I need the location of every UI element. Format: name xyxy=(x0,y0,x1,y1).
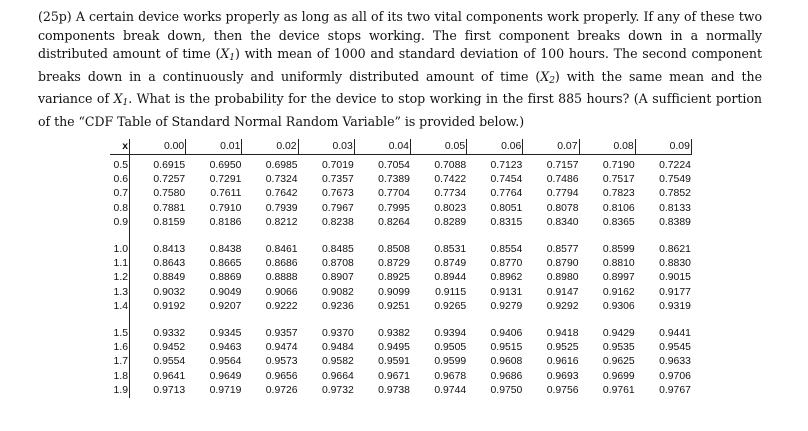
cdf-table-cell: 0.9515 xyxy=(490,341,523,353)
cdf-table-cell: 0.9671 xyxy=(378,370,410,382)
cdf-table-cell: 0.8340 xyxy=(546,217,579,229)
cdf-table-cell: 0.8869 xyxy=(209,272,242,284)
cdf-table-cell: 0.9418 xyxy=(546,327,579,339)
cdf-table-cell: 0.9719 xyxy=(209,385,242,397)
cdf-table-cell: 0.7257 xyxy=(153,174,186,186)
cdf-table-cell: 0.7123 xyxy=(490,159,523,171)
cdf-table-cell: 0.8531 xyxy=(434,243,467,255)
cdf-table-cell: 0.9049 xyxy=(209,286,242,298)
cdf-table-row xyxy=(110,340,692,354)
cdf-table-cell: 0.9693 xyxy=(546,370,579,382)
cdf-table-cell: 0.8925 xyxy=(378,272,410,284)
variable-x1-ref: $X_1$ xyxy=(113,91,129,109)
cdf-column-header: 0.03 xyxy=(299,139,355,154)
cdf-table-cell: 0.9147 xyxy=(546,286,579,298)
cdf-row-label: 1.4 xyxy=(110,300,130,314)
cdf-table-cell: 0.9591 xyxy=(378,356,410,368)
problem-text-part-4: . What is the probability for the device to stop working in the first 885 hours? (A sufficient portion of the “CDF Table of Standard Normal Random Variable” is provided below.) xyxy=(38,91,762,129)
cdf-table-cell: 0.7642 xyxy=(265,188,298,200)
cdf-row-label: 1.5 xyxy=(110,326,130,340)
cdf-table-cell: 0.8686 xyxy=(265,258,298,270)
cdf-table-row xyxy=(110,285,692,299)
cdf-row-label: 0.9 xyxy=(110,216,130,230)
cdf-table-cell: 0.9649 xyxy=(209,370,242,382)
cdf-table-cell: 0.9251 xyxy=(378,301,410,313)
cdf-table-cell: 0.7224 xyxy=(659,159,691,171)
cdf-table-cell: 0.7910 xyxy=(209,202,242,214)
cdf-row-label: 1.1 xyxy=(110,256,130,270)
cdf-table-cell: 0.8133 xyxy=(659,202,691,214)
cdf-table-cell: 0.7486 xyxy=(546,174,579,186)
cdf-column-header: 0.09 xyxy=(636,139,692,154)
cdf-table-header xyxy=(110,139,692,155)
cdf-table-cell: 0.9564 xyxy=(209,356,242,368)
cdf-table-cell: 0.9505 xyxy=(434,341,467,353)
cdf-table-cell: 0.8665 xyxy=(209,258,242,270)
cdf-table-cell: 0.8106 xyxy=(602,202,635,214)
cdf-table-cell: 0.7454 xyxy=(490,174,523,186)
cdf-table-cell: 0.7389 xyxy=(378,174,410,186)
cdf-table-row xyxy=(110,256,692,270)
cdf-table-cell: 0.7673 xyxy=(321,188,354,200)
cdf-column-header: 0.07 xyxy=(523,139,579,154)
cdf-table-row xyxy=(110,355,692,369)
cdf-table-cell: 0.8790 xyxy=(546,258,579,270)
cdf-table-cell: 0.8389 xyxy=(659,217,691,229)
cdf-table-cell: 0.7704 xyxy=(378,188,410,200)
cdf-table-cell: 0.9713 xyxy=(153,385,186,397)
cdf-table-cell: 0.9545 xyxy=(659,341,691,353)
cdf-table-cell: 0.9066 xyxy=(265,286,298,298)
cdf-table-row xyxy=(110,271,692,285)
cdf-table-cell: 0.8485 xyxy=(321,243,354,255)
cdf-table-cell: 0.8051 xyxy=(490,202,523,214)
cdf-table-cell: 0.9236 xyxy=(321,301,354,313)
cdf-table-row xyxy=(110,383,692,397)
cdf-table-cell: 0.7611 xyxy=(210,188,242,200)
cdf-row-label: 1.3 xyxy=(110,285,130,299)
cdf-table-cell: 0.7764 xyxy=(490,188,523,200)
cdf-row-label: 1.6 xyxy=(110,340,130,354)
cdf-column-header: 0.06 xyxy=(467,139,523,154)
cdf-table-cell: 0.9082 xyxy=(321,286,354,298)
cdf-table-row xyxy=(110,369,692,383)
cdf-row-label: 1.9 xyxy=(110,383,130,397)
cdf-row-label: 0.5 xyxy=(110,158,130,172)
cdf-table-cell: 0.8186 xyxy=(209,217,242,229)
cdf-table-cell: 0.9452 xyxy=(153,341,186,353)
cdf-table-cell: 0.9357 xyxy=(265,327,298,339)
problem-statement xyxy=(38,8,762,132)
cdf-table-cell: 0.9726 xyxy=(265,385,298,397)
cdf-table-cell: 0.9406 xyxy=(490,327,523,339)
cdf-column-header: 0.00 xyxy=(130,139,186,154)
cdf-table-cell: 0.9582 xyxy=(321,356,354,368)
cdf-table-cell: 0.8888 xyxy=(265,272,298,284)
cdf-table-cell: 0.9292 xyxy=(546,301,579,313)
cdf-table-cell: 0.7517 xyxy=(602,174,635,186)
cdf-table-cell: 0.9192 xyxy=(153,301,186,313)
cdf-column-header: 0.01 xyxy=(186,139,242,154)
cdf-table-cell: 0.6950 xyxy=(209,159,242,171)
cdf-table-cell: 0.8023 xyxy=(434,202,467,214)
cdf-table-cell: 0.9761 xyxy=(602,385,635,397)
cdf-table-cell: 0.9535 xyxy=(602,341,635,353)
cdf-table-cell: 0.8577 xyxy=(546,243,579,255)
cdf-table xyxy=(110,139,692,398)
cdf-column-header: 0.05 xyxy=(411,139,467,154)
cdf-table-cell: 0.9441 xyxy=(659,327,691,339)
cdf-table-cell: 0.9767 xyxy=(659,385,691,397)
cdf-table-cell: 0.9495 xyxy=(378,341,410,353)
cdf-table-cell: 0.9177 xyxy=(659,286,691,298)
cdf-table-cell: 0.8238 xyxy=(321,217,354,229)
cdf-table-cell: 0.7190 xyxy=(602,159,635,171)
cdf-table-cell: 0.9664 xyxy=(321,370,354,382)
cdf-spacer-cell xyxy=(110,230,130,242)
cdf-table-cell: 0.8461 xyxy=(265,243,298,255)
cdf-table-cell: 0.7995 xyxy=(378,202,410,214)
cdf-table-cell: 0.9699 xyxy=(602,370,635,382)
cdf-table-cell: 0.8264 xyxy=(378,217,410,229)
cdf-table-cell: 0.9750 xyxy=(490,385,523,397)
cdf-table-cell: 0.7967 xyxy=(321,202,354,214)
cdf-table-row xyxy=(110,172,692,186)
cdf-table-cell: 0.9463 xyxy=(209,341,242,353)
cdf-row-label: 0.6 xyxy=(110,172,130,186)
cdf-table-cell: 0.8830 xyxy=(659,258,691,270)
cdf-table-cell: 0.7019 xyxy=(321,159,354,171)
problem-text-part-3: ) with the same mean and the variance of xyxy=(38,68,762,107)
cdf-table-cell: 0.9744 xyxy=(434,385,467,397)
cdf-table-row xyxy=(110,326,692,340)
cdf-table-cell: 0.9279 xyxy=(490,301,523,313)
cdf-table-cell: 0.8212 xyxy=(265,217,298,229)
cdf-table-cell: 0.9641 xyxy=(153,370,186,382)
cdf-table-cell: 0.9115 xyxy=(435,286,467,298)
cdf-table-cell: 0.7794 xyxy=(546,188,579,200)
cdf-table-cell: 0.8621 xyxy=(659,243,691,255)
cdf-table-cell: 0.8315 xyxy=(490,217,523,229)
cdf-row-label: 0.8 xyxy=(110,201,130,215)
cdf-table-cell: 0.9573 xyxy=(265,356,298,368)
cdf-row-label: 1.0 xyxy=(110,242,130,256)
problem-text-part-2: ) with mean of 1000 and standard deviation of 100 hours. The second component breaks down in a continuously and uniformly distributed amount of time ( xyxy=(38,46,763,84)
cdf-table-cell: 0.7939 xyxy=(265,202,298,214)
cdf-table-cell: 0.8907 xyxy=(321,272,354,284)
cdf-table-cell: 0.8770 xyxy=(490,258,523,270)
cdf-table-cell: 0.8962 xyxy=(490,272,523,284)
cdf-table-row xyxy=(110,300,692,314)
cdf-spacer-cell xyxy=(110,314,130,326)
cdf-table-row xyxy=(110,216,692,230)
cdf-table-cell: 0.9382 xyxy=(378,327,410,339)
cdf-table-cell: 0.7324 xyxy=(265,174,298,186)
cdf-table-cell: 0.8708 xyxy=(321,258,354,270)
cdf-table-row xyxy=(110,242,692,256)
cdf-table-row xyxy=(110,158,692,172)
cdf-table-cell: 0.8413 xyxy=(153,243,186,255)
cdf-table-cell: 0.9484 xyxy=(321,341,354,353)
cdf-corner-label: x xyxy=(110,139,130,154)
cdf-table-cell: 0.9429 xyxy=(602,327,635,339)
cdf-table-cell: 0.7549 xyxy=(659,174,691,186)
cdf-table-cell: 0.8980 xyxy=(546,272,579,284)
cdf-table-cell: 0.9525 xyxy=(546,341,579,353)
cdf-table-cell: 0.9306 xyxy=(602,301,635,313)
cdf-table-cell: 0.9332 xyxy=(153,327,186,339)
cdf-table-cell: 0.8365 xyxy=(602,217,635,229)
cdf-table-cell: 0.8997 xyxy=(602,272,635,284)
cdf-table-cell: 0.9265 xyxy=(434,301,467,313)
problem-points: (25p) xyxy=(38,9,72,24)
cdf-table-cell: 0.8749 xyxy=(434,258,467,270)
cdf-row-label: 0.7 xyxy=(110,187,130,201)
cdf-table-cell: 0.8508 xyxy=(378,243,410,255)
cdf-table-cell: 0.8289 xyxy=(434,217,467,229)
problem-text-part-1: A certain device works properly as long as all of its two vital components work properly. If any of these two components break down, then the device stops working. The first component breaks down in a normally distributed amount of time ( xyxy=(38,9,762,62)
cdf-table-cell: 0.9633 xyxy=(659,356,691,368)
cdf-table-cell: 0.7357 xyxy=(321,174,354,186)
cdf-table-cell: 0.7580 xyxy=(153,188,186,200)
cdf-table-cell: 0.8599 xyxy=(602,243,635,255)
cdf-table-cell: 0.8729 xyxy=(378,258,410,270)
cdf-table-cell: 0.9678 xyxy=(434,370,467,382)
cdf-table-cell: 0.9738 xyxy=(378,385,410,397)
cdf-table-cell: 0.9616 xyxy=(546,356,579,368)
cdf-table-cell: 0.9732 xyxy=(321,385,354,397)
cdf-table-cell: 0.9032 xyxy=(153,286,186,298)
cdf-table-cell: 0.9474 xyxy=(265,341,298,353)
cdf-table-cell: 0.8554 xyxy=(490,243,523,255)
cdf-table-cell: 0.9756 xyxy=(546,385,579,397)
cdf-table-cell: 0.9394 xyxy=(434,327,467,339)
cdf-table-cell: 0.9319 xyxy=(659,301,691,313)
variable-x2: $X_2$ xyxy=(540,68,555,86)
variable-x1: $X_1$ xyxy=(220,46,235,64)
cdf-table-cell: 0.9625 xyxy=(602,356,635,368)
cdf-table-cell: 0.9686 xyxy=(490,370,523,382)
cdf-table-cell: 0.6985 xyxy=(265,159,298,171)
cdf-table-cell: 0.6915 xyxy=(153,159,186,171)
cdf-table-cell: 0.8159 xyxy=(153,217,186,229)
cdf-table-row xyxy=(110,201,692,215)
cdf-table-cell: 0.7852 xyxy=(659,188,691,200)
cdf-column-header: 0.02 xyxy=(242,139,298,154)
cdf-table-cell: 0.8849 xyxy=(153,272,186,284)
cdf-table-cell: 0.7823 xyxy=(602,188,635,200)
cdf-table-cell: 0.9222 xyxy=(265,301,298,313)
cdf-group-spacer xyxy=(110,314,692,326)
cdf-row-label: 1.2 xyxy=(110,271,130,285)
cdf-table-cell: 0.8944 xyxy=(434,272,467,284)
cdf-table-cell: 0.8438 xyxy=(209,243,242,255)
cdf-group-spacer xyxy=(110,230,692,242)
cdf-column-header: 0.04 xyxy=(355,139,411,154)
cdf-table-cell: 0.7088 xyxy=(434,159,467,171)
cdf-table-cell: 0.9015 xyxy=(659,272,691,284)
cdf-table-cell: 0.9608 xyxy=(490,356,523,368)
cdf-table-cell: 0.9207 xyxy=(209,301,242,313)
cdf-table-cell: 0.9345 xyxy=(209,327,242,339)
cdf-table-cell: 0.9599 xyxy=(434,356,467,368)
cdf-table-cell: 0.9162 xyxy=(602,286,635,298)
cdf-table-cell: 0.8078 xyxy=(546,202,579,214)
cdf-table-row xyxy=(110,187,692,201)
cdf-table-cell: 0.9099 xyxy=(378,286,410,298)
cdf-table-cell: 0.8643 xyxy=(153,258,186,270)
cdf-table-body xyxy=(110,155,692,398)
cdf-table-cell: 0.7291 xyxy=(209,174,242,186)
cdf-table-cell: 0.7422 xyxy=(434,174,467,186)
cdf-table-cell: 0.7734 xyxy=(434,188,467,200)
cdf-table-cell: 0.7054 xyxy=(378,159,410,171)
cdf-table-cell: 0.8810 xyxy=(602,258,635,270)
cdf-table-cell: 0.9554 xyxy=(153,356,186,368)
cdf-table-cell: 0.7157 xyxy=(546,159,579,171)
cdf-table-cell: 0.9656 xyxy=(265,370,298,382)
cdf-row-label: 1.8 xyxy=(110,369,130,383)
cdf-table-cell: 0.7881 xyxy=(153,202,186,214)
cdf-column-header: 0.08 xyxy=(580,139,636,154)
cdf-table-cell: 0.9370 xyxy=(321,327,354,339)
cdf-table-cell: 0.9131 xyxy=(490,286,523,298)
cdf-table-cell: 0.9706 xyxy=(659,370,691,382)
cdf-row-label: 1.7 xyxy=(110,355,130,369)
